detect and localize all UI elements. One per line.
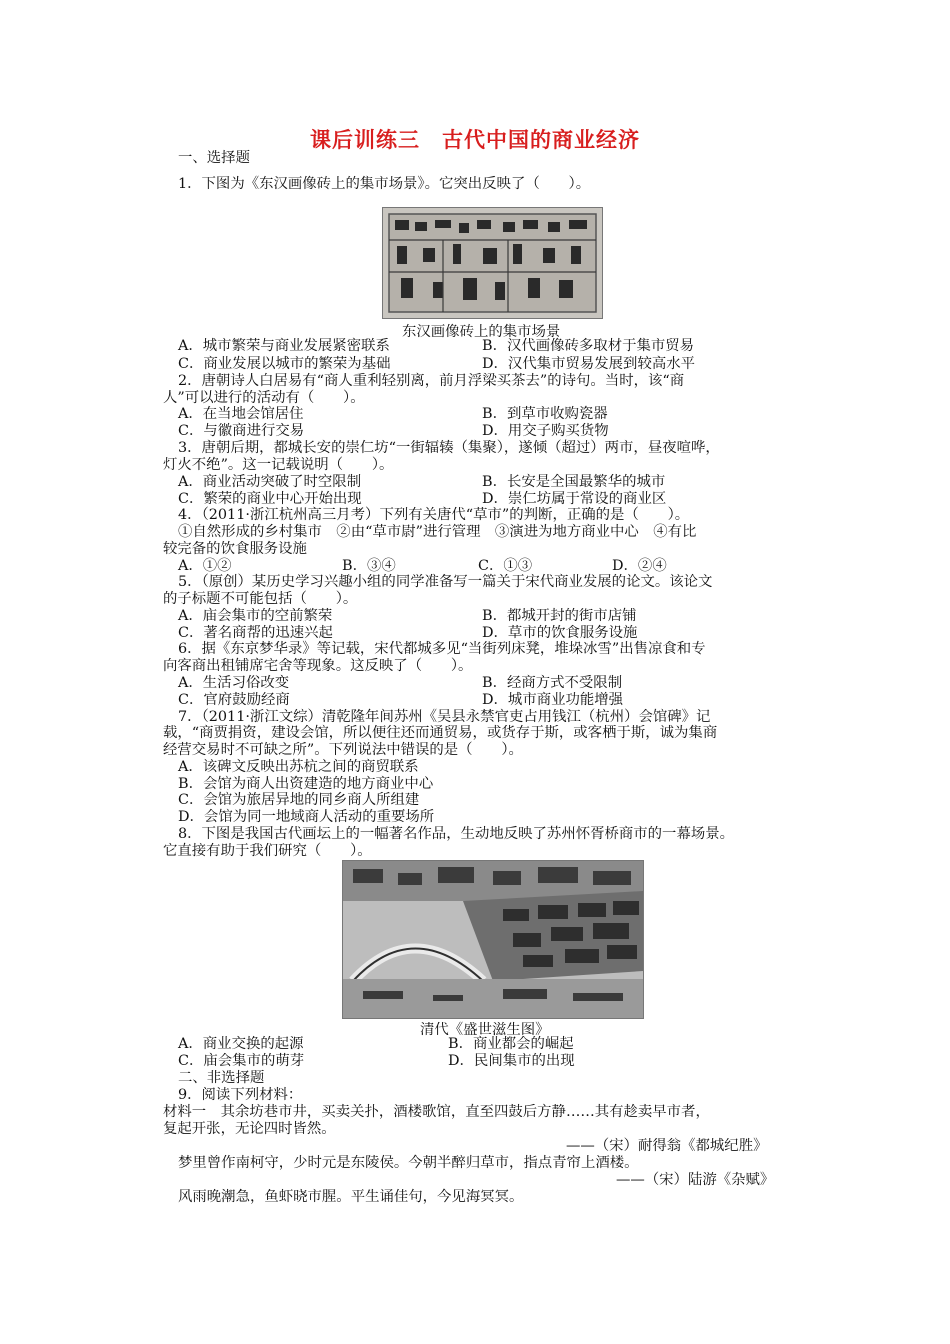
q2-stem-line2: 人”可以进行的活动有（ ）。 (163, 390, 365, 406)
q9-stem: 9．阅读下列材料： (178, 1087, 303, 1103)
q5-option-a: A．庙会集市的空前繁荣 (178, 608, 333, 624)
q8-stem-line1: 8．下图是我国古代画坛上的一幅著名作品，生动地反映了苏州怀胥桥商市的一幕场景。 (178, 826, 735, 842)
q7-stem-line2: 载，“商贾捐资，建设会馆，所以便往还而通贸易，或货存于斯，或客栖于斯，诚为集商 (163, 725, 718, 741)
q1-option-d: D．汉代集市贸易发展到较高水平 (482, 356, 696, 372)
q4-option-c: C．①③ (478, 558, 533, 574)
q1-option-b: B．汉代画像砖多取材于集市贸易 (482, 338, 695, 354)
section-heading-choice: 一、选择题 (178, 150, 250, 166)
q4-option-d: D．②④ (612, 558, 667, 574)
q4-stem-line2: ①自然形成的乡村集市 ②由“草市尉”进行管理 ③演进为地方商业中心 ④有比 (178, 524, 697, 540)
q7-option-b: B．会馆为商人出资建造的地方商业中心 (178, 776, 434, 792)
q6-option-a: A．生活习俗改变 (178, 675, 290, 691)
q3-stem-line2: 灯火不绝”。这一记载说明（ ）。 (163, 457, 394, 473)
q2-option-c: C．与徽商进行交易 (178, 423, 305, 439)
q8-option-c: C．庙会集市的萌芽 (178, 1053, 305, 1069)
q4-stem-line1: 4．（2011·浙江杭州高三月考）下列有关唐代“草市”的判断，正确的是（ ）。 (178, 507, 690, 523)
q5-stem-line1: 5．（原创）某历史学习兴趣小组的同学准备写一篇关于宋代商业发展的论文。该论文 (178, 574, 713, 590)
q3-option-a: A．商业活动突破了时空限制 (178, 474, 362, 490)
q9-poem2: 风雨晚潮急，鱼虾晓市腥。平生诵佳句，今见海冥冥。 (178, 1189, 524, 1205)
q8-option-a: A．商业交换的起源 (178, 1036, 304, 1052)
q2-option-b: B．到草市收购瓷器 (482, 406, 608, 422)
q8-option-b: B．商业都会的崛起 (448, 1036, 574, 1052)
q6-option-d: D．城市商业功能增强 (482, 692, 624, 708)
q1-option-a: A．城市繁荣与商业发展紧密联系 (178, 338, 390, 354)
q1-option-c: C．商业发展以城市的繁荣为基础 (178, 356, 391, 372)
q5-option-d: D．草市的饮食服务设施 (482, 625, 638, 641)
q5-option-b: B．都城开封的街市店铺 (482, 608, 637, 624)
shengshi-zisheng-painting-image (342, 860, 644, 1019)
q1-figure-caption: 东汉画像砖上的集市场景 (402, 324, 561, 340)
q6-stem-line2: 向客商出租铺席宅舍等现象。这反映了（ ）。 (163, 658, 473, 674)
q6-stem-line1: 6．据《东京梦华录》等记载，宋代都城多见“当街列床凳，堆垛冰雪”出售凉食和专 (178, 641, 706, 657)
q2-option-d: D．用交子购买货物 (482, 423, 609, 439)
q7-stem-line3: 经营交易时不可缺之所”。下列说法中错误的是（ ）。 (163, 742, 523, 758)
q8-option-d: D．民间集市的出现 (448, 1053, 575, 1069)
q4-option-b: B．③④ (342, 558, 396, 574)
q5-stem-line2: 的子标题不可能包括（ ）。 (163, 591, 358, 607)
q7-option-a: A．该碑文反映出苏杭之间的商贸联系 (178, 759, 419, 775)
q7-option-c: C．会馆为旅居异地的同乡商人所组建 (178, 792, 420, 808)
q4-option-a: A．①② (178, 558, 232, 574)
q3-option-d: D．崇仁坊属于常设的商业区 (482, 491, 667, 507)
q6-option-b: B．经商方式不受限制 (482, 675, 623, 691)
page-title: 课后训练三 古代中国的商业经济 (310, 127, 640, 152)
q5-option-c: C．著名商帮的迅速兴起 (178, 625, 333, 641)
q7-option-d: D．会馆为同一地域商人活动的重要场所 (178, 809, 435, 825)
q2-stem-line1: 2．唐朝诗人白居易有“商人重利轻别离，前月浮梁买茶去”的诗句。当时，该“商 (178, 373, 685, 389)
q9-poem1: 梦里曾作南柯守，少时元是东陵侯。今朝半醉归草市，指点青帘上酒楼。 (178, 1155, 639, 1171)
q3-stem-line1: 3．唐朝后期，都城长安的崇仁坊“一街辐辏（集聚），遂倾（超过）两市，昼夜喧哗， (178, 440, 720, 456)
q7-stem-line1: 7．（2011·浙江文综）清乾隆年间苏州《吴县永禁官吏占用钱江（杭州）会馆碑》记 (178, 709, 711, 725)
q3-option-c: C．繁荣的商业中心开始出现 (178, 491, 362, 507)
q4-stem-line3: 较完备的饮食服务设施 (163, 541, 307, 557)
q8-stem-line2: 它直接有助于我们研究（ ）。 (163, 843, 372, 859)
q1-stem: 1．下图为《东汉画像砖上的集市场景》。它突出反映了（ ）。 (178, 176, 591, 192)
q9-material1-line2: 复起开张，无论四时皆然。 (163, 1121, 336, 1137)
q8-figure-caption: 清代《盛世滋生图》 (420, 1022, 550, 1038)
q3-option-b: B．长安是全国最繁华的城市 (482, 474, 666, 490)
q6-option-c: C．官府鼓励经商 (178, 692, 290, 708)
han-brick-market-image (382, 207, 603, 319)
q9-source2: ——（宋）陆游《杂赋》 (616, 1172, 775, 1188)
q9-source1: ——（宋）耐得翁《都城纪胜》 (566, 1138, 768, 1154)
q9-material1-line1: 材料一 其余坊巷市井，买卖关扑，酒楼歌馆，直至四鼓后方静……其有趁卖早市者， (163, 1104, 710, 1120)
section-heading-nonchoice: 二、非选择题 (178, 1070, 265, 1086)
q2-option-a: A．在当地会馆居住 (178, 406, 304, 422)
